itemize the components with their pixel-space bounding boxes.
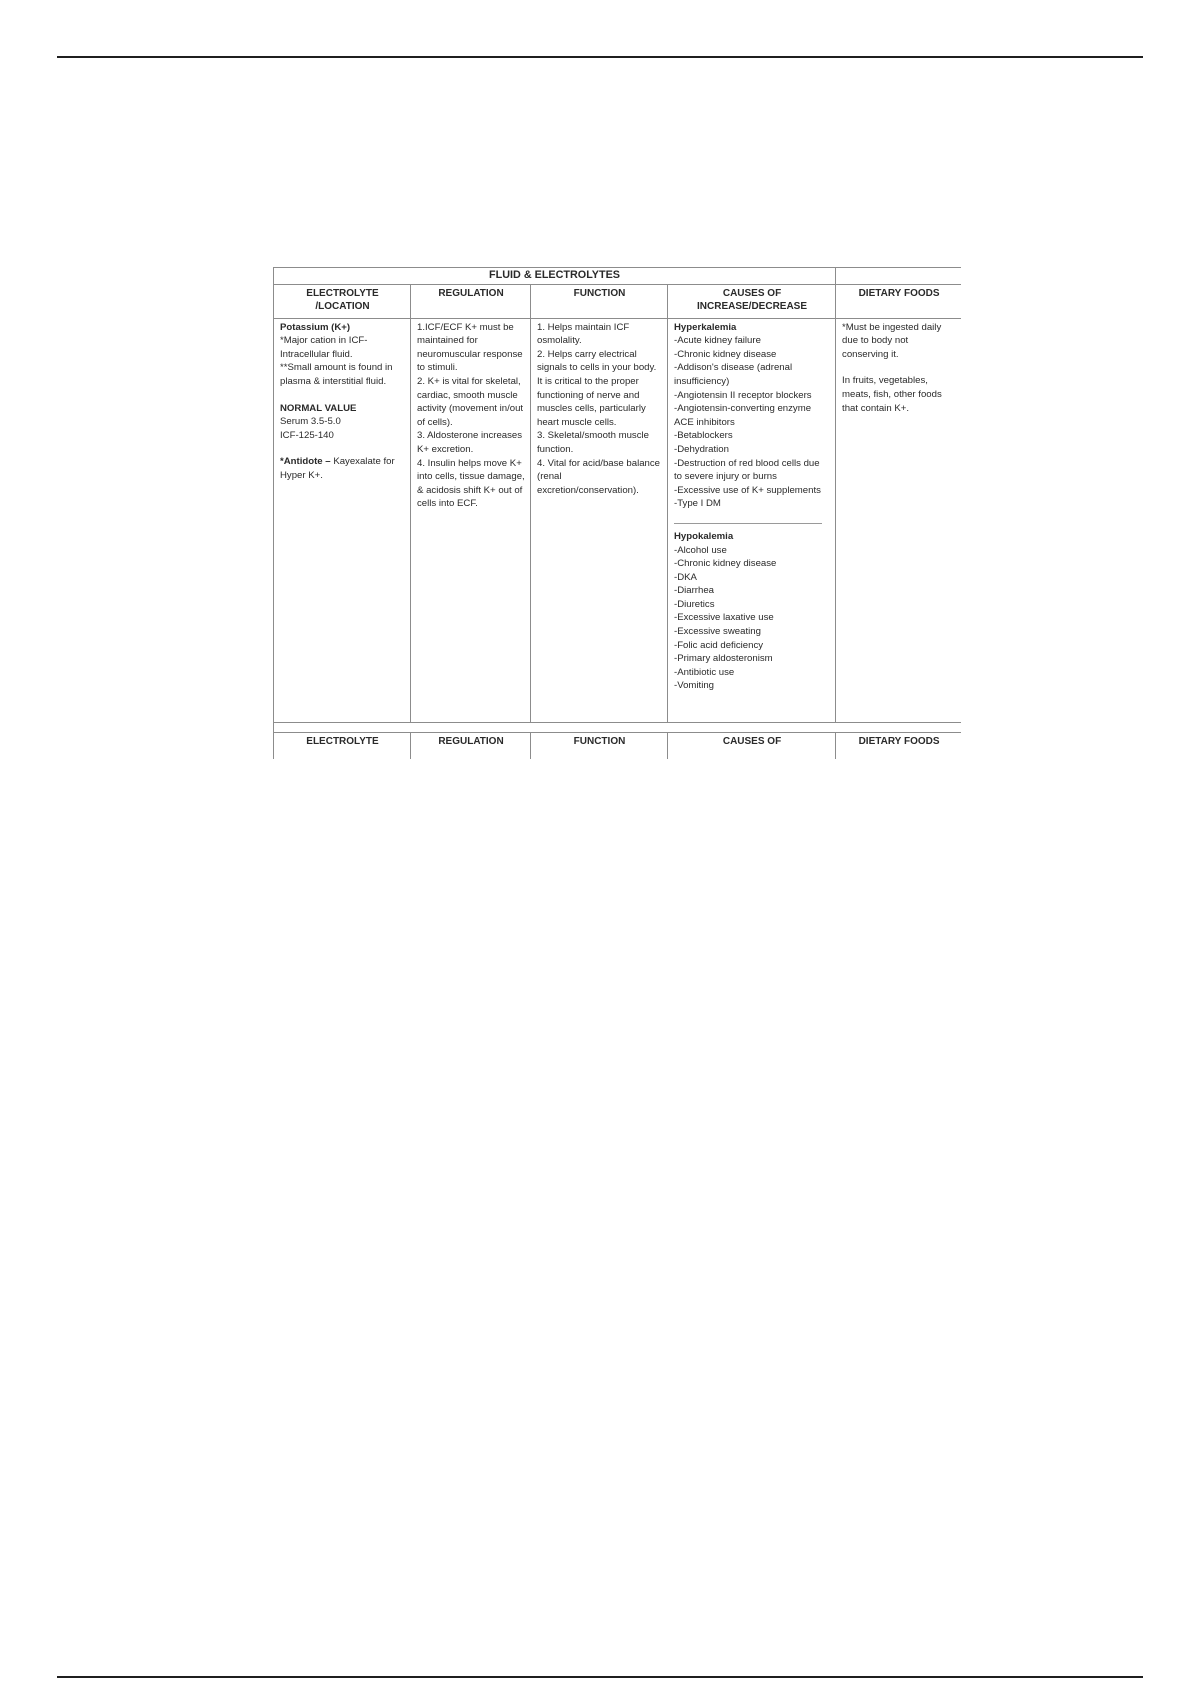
regulation-item: 1.ICF/ECF K+ must be maintained for neuromuscular response to stimuli. — [417, 321, 523, 374]
function-item: 3. Skeletal/smooth muscle function. — [537, 430, 649, 455]
dietary-item: In fruits, vegetables, meats, fish, other foods that contain K+. — [842, 375, 942, 414]
electrolyte-cell — [274, 318, 411, 722]
electrolyte-name: Potassium (K+) — [280, 321, 351, 333]
cause-item: -Angiotensin-converting enzyme ACE inhibitors — [674, 403, 812, 428]
cause-item: -DKA — [674, 571, 697, 583]
dietary-cell — [836, 318, 961, 722]
electrolyte-note: **Small amount is found in plasma & interstitial fluid. — [280, 362, 393, 387]
normal-value: Serum 3.5-5.0 — [280, 416, 341, 428]
header-dietary: DIETARY FOODS — [836, 284, 961, 318]
header2-dietary: DIETARY FOODS — [836, 732, 961, 759]
cause-item: -Diuretics — [674, 598, 715, 610]
page-top-rule — [57, 56, 1143, 58]
hypokalemia-label: Hypokalemia — [674, 530, 734, 542]
header-causes: CAUSES OF INCREASE/DECREASE — [668, 284, 836, 318]
cause-item: -Angiotensin II receptor blockers — [674, 389, 812, 401]
header2-electrolyte: ELECTROLYTE — [274, 732, 411, 759]
hyperkalemia-label: Hyperkalemia — [674, 321, 737, 333]
cause-item: -Alcohol use — [674, 544, 727, 556]
page-bottom-rule — [57, 1676, 1143, 1678]
cause-item: -Primary aldosteronism — [674, 653, 773, 665]
cause-item: -Addison's disease (adrenal insufficiency) — [674, 362, 793, 387]
header2-regulation: REGULATION — [411, 732, 531, 759]
function-item: 4. Vital for acid/base balance (renal excretion/conservation). — [537, 457, 661, 496]
antidote: *Antidote – Kayexalate for Hyper K+. — [280, 456, 395, 481]
table-title: FLUID & ELECTROLYTES — [274, 268, 836, 285]
dietary-item: *Must be ingested daily due to body not conserving it. — [842, 321, 942, 360]
header2-function: FUNCTION — [531, 732, 668, 759]
fluid-electrolytes-table-image — [273, 267, 961, 759]
cause-item: -Excessive use of K+ supplements — [674, 484, 821, 496]
causes-divider — [674, 523, 822, 524]
cause-item: -Antibiotic use — [674, 666, 735, 678]
title-empty-cell — [836, 268, 961, 285]
second-header-row — [274, 732, 962, 759]
cause-item: -Folic acid deficiency — [674, 639, 764, 651]
electrolyte-note: *Major cation in ICF-Intracellular fluid. — [280, 335, 368, 360]
cause-item: -Diarrhea — [674, 585, 714, 597]
cause-item: -Dehydration — [674, 443, 729, 455]
header-electrolyte: ELECTROLYTE /LOCATION — [274, 284, 411, 318]
regulation-cell — [411, 318, 531, 722]
table-spacer-row — [274, 722, 962, 732]
header-function: FUNCTION — [531, 284, 668, 318]
fluid-electrolytes-table — [273, 267, 961, 759]
cause-item: -Betablockers — [674, 430, 733, 442]
header-regulation: REGULATION — [411, 284, 531, 318]
cause-item: -Excessive sweating — [674, 626, 761, 638]
cause-item: -Vomiting — [674, 680, 714, 692]
function-cell — [531, 318, 668, 722]
cause-item: -Type I DM — [674, 498, 721, 510]
causes-cell — [668, 318, 836, 722]
cause-item: -Excessive laxative use — [674, 612, 774, 624]
normal-value: ICF-125-140 — [280, 429, 334, 441]
function-item: 1. Helps maintain ICF osmolality. — [537, 321, 630, 347]
cause-item: -Destruction of red blood cells due to severe injury or burns — [674, 457, 820, 483]
regulation-item: 3. Aldosterone increases K+ excretion. — [417, 430, 523, 455]
regulation-item: 2. K+ is vital for skeletal, cardiac, smooth muscle activity (movement in/out of cells). — [417, 375, 524, 428]
header-row — [274, 284, 962, 318]
cause-item: -Chronic kidney disease — [674, 348, 777, 360]
normal-value-label: NORMAL VALUE — [280, 402, 357, 414]
table-row — [274, 318, 962, 722]
header2-causes: CAUSES OF — [668, 732, 836, 759]
function-item: 2. Helps carry electrical signals to cells in your body. It is critical to the proper functioning of nerve and muscles cells, particularly heart muscle cells. — [537, 348, 657, 428]
cause-item: -Acute kidney failure — [674, 335, 761, 347]
cause-item: -Chronic kidney disease — [674, 558, 777, 570]
regulation-item: 4. Insulin helps move K+ into cells, tissue damage, & acidosis shift K+ out of cells into ECF. — [417, 457, 525, 510]
